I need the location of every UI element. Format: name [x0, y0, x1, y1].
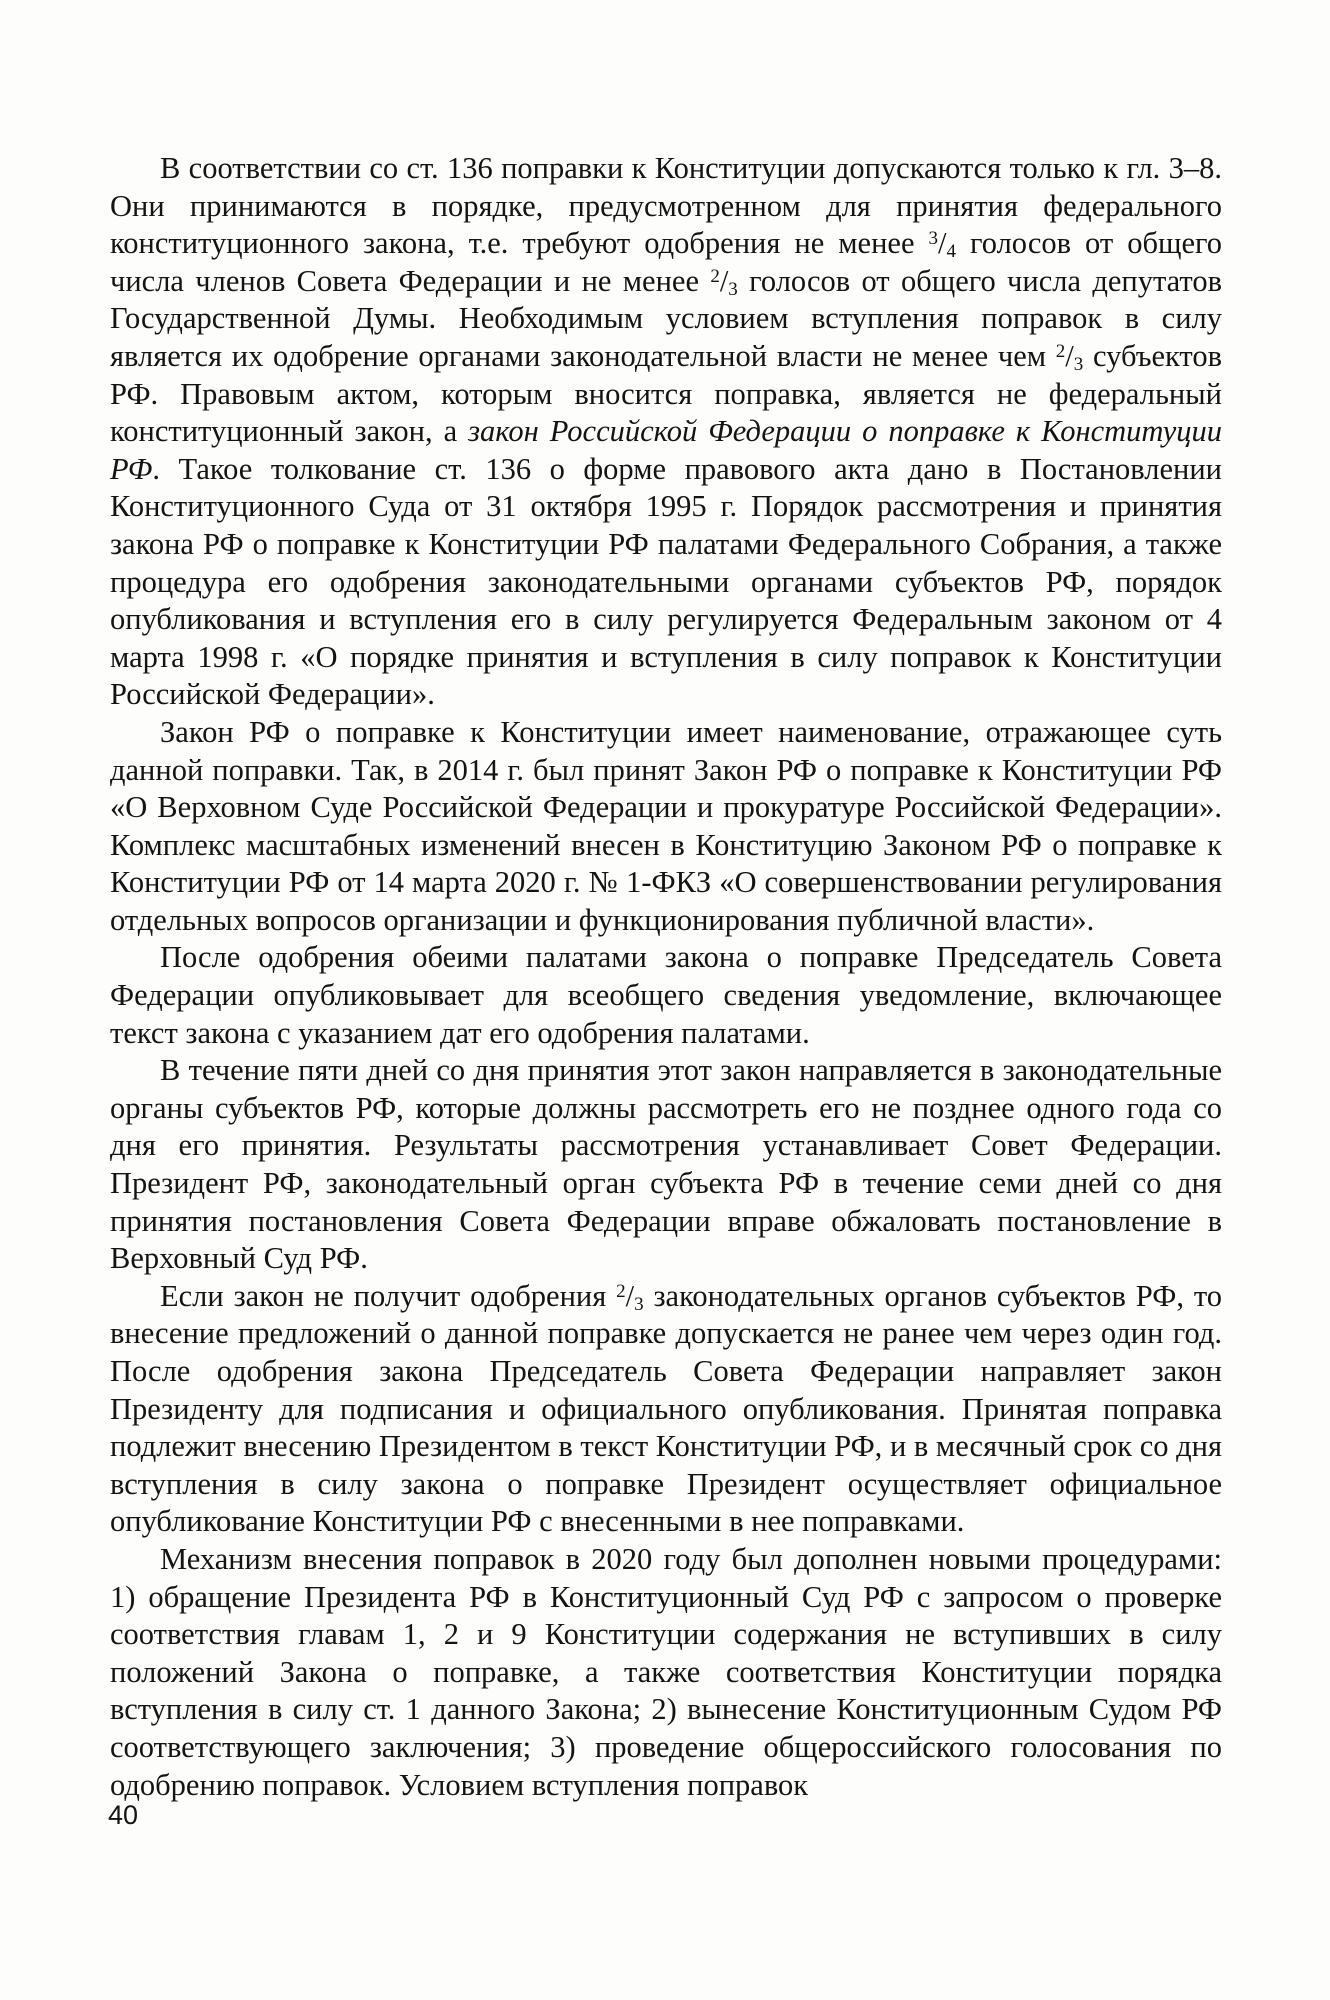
- paragraph: [110, 1278, 1222, 1541]
- text-run: Механизм внесения поправок в 2020 году был дополнен новыми процедурами: 1) обращение Президента РФ в Конституционный Суд РФ с запросом о проверке соответствия главам 1, 2 и 9 Конституции содержания не вступивших в силу положений Закона о поправке, а также соответствия Конституции порядка вступления в силу ст. 1 данного Закона; 2) вынесение Конституционным Судом РФ соответствующего заключения; 3) проведение общероссийского голосования по одобрению поправок. Условием вступления поправок: [110, 1541, 1222, 1802]
- text-run: В течение пяти дней со дня принятия этот закон направляется в законодательные органы субъектов РФ, которые должны рассмотреть его не позднее одного года со дня его принятия. Результаты рассмотрения устанавливает Совет Федерации. Президент РФ, законодательный орган субъекта РФ в течение семи дней со дня принятия постановления Совета Федерации вправе обжаловать постановление в Верховный Суд РФ.: [110, 1053, 1222, 1276]
- fraction: $^3/_4$: [928, 226, 956, 263]
- fraction: $^2/_3$: [710, 263, 738, 300]
- text-run: законодательных органов субъектов РФ, то внесение предложений о данной поправке допускается не ранее чем через один год. После одобрения закона Председатель Совета Федерации направляет закон Президенту для подписания и официального опубликования. Принятая поправка подлежит внесению Президентом в текст Конституции РФ, и в месячный срок со дня вступления в силу закона о поправке Президент осуществляет официальное опубликование Конституции РФ с внесенными в нее поправками.: [110, 1278, 1223, 1539]
- text-run: . Такое толкование ст. 136 о форме правового акта дано в Постановлении Конституционного Суда от 31 октября 1995 г. Порядок рассмотрения и принятия закона РФ о поправке к Конституции РФ палатами Федерального Собрания, а также процедура его одобрения законодательными органами субъектов РФ, порядок опубликования и вступления его в силу регулируется Федеральным законом от 4 марта 1998 г. «О порядке принятия и вступления в силу поправок к Конституции Российской Федерации».: [110, 451, 1222, 712]
- text-run: После одобрения обеими палатами закона о поправке Председатель Совета Федерации опубликовывает для всеобщего сведения уведомление, включающее текст закона с указанием дат его одобрения палатами.: [110, 940, 1222, 1050]
- paragraph: [110, 150, 1222, 714]
- text-run: Закон РФ о поправке к Конституции имеет наименование, отражающее суть данной поправки. Так, в 2014 г. был принят Закон РФ о поправке к Конституции РФ «О Верховном Суде Российской Федерации и прокуратуре Российской Федерации». Комплекс масштабных изменений внесен в Конституцию Законом РФ о поправке к Конституции РФ от 14 марта 2020 г. № 1-ФКЗ «О совершенствовании регулирования отдельных вопросов организации и функционирования публичной власти».: [110, 714, 1222, 937]
- page-body-text: [110, 150, 1222, 1804]
- paragraph: [110, 714, 1222, 940]
- paragraph: [110, 1541, 1222, 1804]
- page-number: 40: [108, 1800, 139, 1830]
- text-run: В соответствии со ст. 136 поправки к Конституции допускаются только к гл. 3–8. Они принимаются в порядке, предусмотренном для принятия федерального конституционного закона, т.е. требуют одобрения не менее: [110, 151, 1222, 261]
- paragraph: [110, 939, 1222, 1052]
- text-run: голосов от общего числа членов Совета Федерации и не менее: [110, 226, 1222, 298]
- paragraph: [110, 1052, 1222, 1278]
- italic-law-title: закон Российской Федерации о поправке к Конституции РФ: [110, 414, 1222, 486]
- text-run: Если закон не получит одобрения: [160, 1278, 617, 1313]
- text-run: голосов от общего числа депутатов Государственной Думы. Необходимым условием вступления поправок в силу является их одобрение органами законодательной власти не менее чем: [110, 263, 1222, 373]
- text-run: субъектов РФ. Правовым актом, которым вносится поправка, является не федеральный конституционный закон, а: [110, 338, 1223, 449]
- fraction: $^2/_3$: [616, 1278, 644, 1315]
- fraction: $^2/_3$: [1055, 338, 1084, 375]
